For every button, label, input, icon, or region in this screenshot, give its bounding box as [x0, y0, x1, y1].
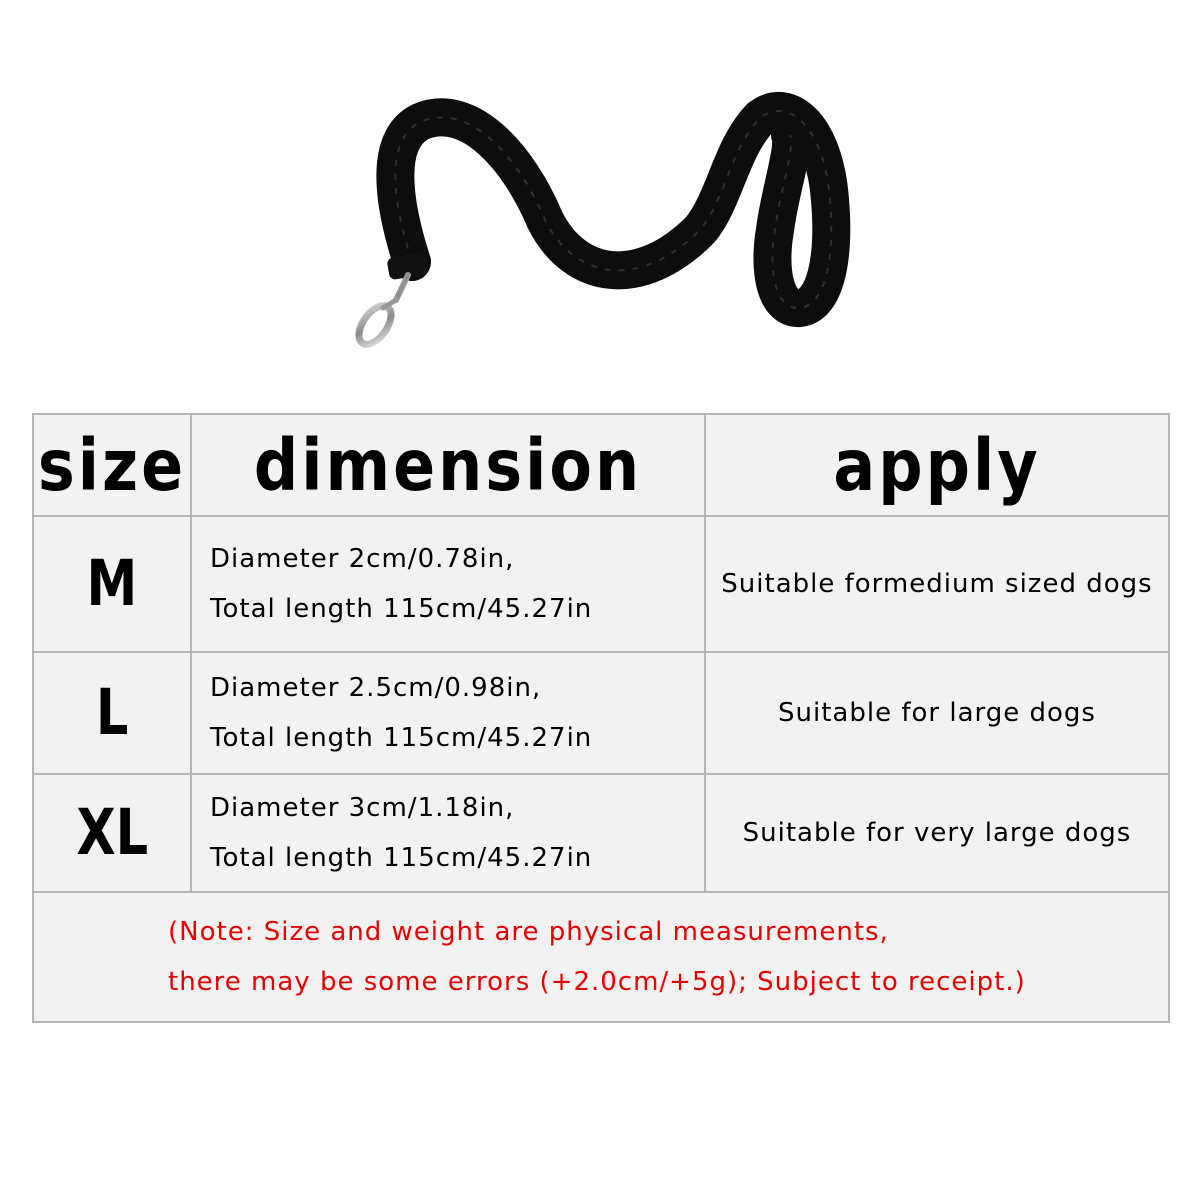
size-chart-table [32, 413, 1170, 1023]
table-row [33, 516, 1169, 652]
note-row [33, 892, 1169, 1022]
note-line-1: (Note: Size and weight are physical measurements, [168, 917, 889, 947]
length-text: Total length 115cm/45.27in [210, 723, 593, 753]
size-label: XL [76, 796, 148, 870]
snap-hook-icon [353, 275, 408, 350]
note-line-2: there may be some errors (+2.0cm/+5g); Subject to receipt.) [168, 967, 1026, 997]
table-row [33, 652, 1169, 774]
apply-text: Suitable for large dogs [778, 698, 1096, 728]
leash-rope [395, 111, 831, 308]
header-size: size [37, 423, 187, 507]
header-dimension: dimension [253, 423, 643, 507]
header-dimension-cell [191, 414, 705, 516]
header-apply: apply [833, 423, 1041, 507]
table-row [33, 774, 1169, 892]
size-label: M [86, 547, 138, 621]
length-text: Total length 115cm/45.27in [210, 594, 593, 624]
header-size-cell [33, 414, 191, 516]
diameter-text: Diameter 2cm/0.78in, [210, 544, 515, 574]
apply-text: Suitable for very large dogs [742, 818, 1132, 848]
diameter-text: Diameter 3cm/1.18in, [210, 793, 515, 823]
apply-text: Suitable formedium sized dogs [721, 569, 1153, 599]
size-label: L [95, 676, 129, 750]
table-header-row [33, 414, 1169, 516]
diameter-text: Diameter 2.5cm/0.98in, [210, 673, 542, 703]
length-text: Total length 115cm/45.27in [210, 843, 593, 873]
leash-product-image [0, 0, 1200, 400]
header-apply-cell [705, 414, 1169, 516]
note-cell [33, 892, 1169, 1022]
